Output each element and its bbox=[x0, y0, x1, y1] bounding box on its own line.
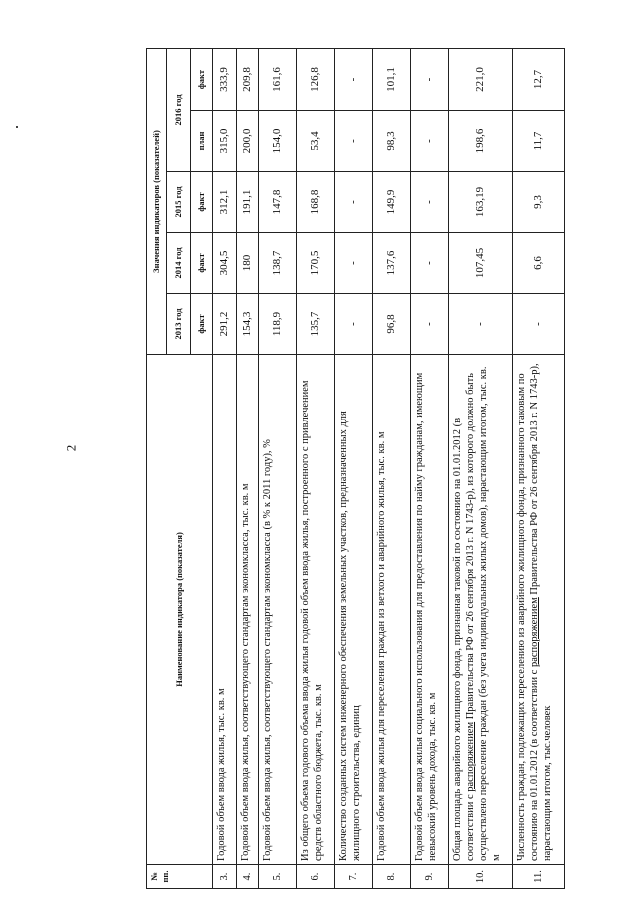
value-2016-plan: 53,4 bbox=[297, 111, 335, 172]
header-year-2016: 2016 год bbox=[167, 48, 191, 171]
value-2014: 6,6 bbox=[513, 233, 565, 294]
row-number: 8. bbox=[373, 865, 411, 889]
value-2015: 168,8 bbox=[297, 172, 335, 233]
scan-speck bbox=[16, 126, 18, 128]
value-2016-fact: 12,7 bbox=[513, 48, 565, 110]
indicators-table bbox=[146, 48, 565, 889]
header-indicator-name: Наименование индикатора (показателя) bbox=[147, 355, 213, 865]
value-2013: - bbox=[513, 294, 565, 355]
header-year-2015: 2015 год bbox=[167, 172, 191, 233]
value-2016-fact: 126,8 bbox=[297, 48, 335, 110]
row-indicator: Количество созданных систем инженерного обеспечения земельных участков, предназначенных для жилищного строительства, единиц bbox=[335, 355, 373, 865]
row-number: 10. bbox=[449, 865, 513, 889]
table-row bbox=[449, 48, 513, 888]
value-2013: 291,2 bbox=[213, 294, 237, 355]
header-fact-2014: факт bbox=[191, 233, 213, 294]
value-2016-plan: 200,0 bbox=[237, 111, 259, 172]
header-fact-2013: факт bbox=[191, 294, 213, 355]
rotated-table-wrapper bbox=[146, 49, 554, 889]
table-row bbox=[335, 48, 373, 888]
value-2013: 96,8 bbox=[373, 294, 411, 355]
row-number: 3. bbox=[213, 865, 237, 889]
table-row bbox=[237, 48, 259, 888]
header-fact-2016: факт bbox=[191, 48, 213, 110]
value-2016-fact: - bbox=[335, 48, 373, 110]
table-row bbox=[513, 48, 565, 888]
value-2015: 147,8 bbox=[259, 172, 297, 233]
value-2016-plan: 198,6 bbox=[449, 111, 513, 172]
row-number: 11. bbox=[513, 865, 565, 889]
table-row bbox=[297, 48, 335, 888]
row-indicator: Годовой объем ввода жилья, соответствующего стандартам экономкласса, тыс. кв. м bbox=[237, 355, 259, 865]
row-indicator-text: Общая площадь аварийного жилищного фонда, признанная таковой по состоянию на 01.01.2012 (в соответствии с bbox=[452, 417, 477, 861]
value-2016-fact: - bbox=[411, 48, 449, 110]
row-indicator: Из общего объема годового объема ввода жилья годовой объем ввода жилья, построенного с привлечением средств областного бюджета, тыс. кв. м bbox=[297, 355, 335, 865]
value-2013: - bbox=[335, 294, 373, 355]
value-2015: - bbox=[411, 172, 449, 233]
value-2016-plan: 315,0 bbox=[213, 111, 237, 172]
value-2016-fact: 333,9 bbox=[213, 48, 237, 110]
table-row bbox=[411, 48, 449, 888]
table-row bbox=[213, 48, 237, 888]
value-2014: - bbox=[411, 233, 449, 294]
value-2016-fact: 101,1 bbox=[373, 48, 411, 110]
value-2014: 180 bbox=[237, 233, 259, 294]
table-row bbox=[373, 48, 411, 888]
header-number: № пп. bbox=[147, 865, 213, 889]
value-2016-fact: 221,0 bbox=[449, 48, 513, 110]
row-number: 7. bbox=[335, 865, 373, 889]
value-2015: 312,1 bbox=[213, 172, 237, 233]
value-2013: 118,9 bbox=[259, 294, 297, 355]
value-2013: - bbox=[411, 294, 449, 355]
header-plan-2016: план bbox=[191, 111, 213, 172]
row-number: 5. bbox=[259, 865, 297, 889]
row-indicator bbox=[449, 355, 513, 865]
header-year-2014: 2014 год bbox=[167, 233, 191, 294]
value-2016-plan: - bbox=[411, 111, 449, 172]
value-2015: 191,1 bbox=[237, 172, 259, 233]
decree-link-text: распоряжением bbox=[529, 597, 541, 668]
value-2013: - bbox=[449, 294, 513, 355]
row-number: 6. bbox=[297, 865, 335, 889]
value-2014: 170,5 bbox=[297, 233, 335, 294]
row-indicator-text: Численность граждан, подлежащих переселению из аварийного жилищного фонда, признанного таковым по состоянию на 01.01.2012 (в соответствии с bbox=[516, 373, 541, 861]
decree-link-text: распоряжением bbox=[465, 721, 477, 792]
value-2014: 137,6 bbox=[373, 233, 411, 294]
header-indicator-values: Значения индикаторов (показателей) bbox=[147, 48, 167, 354]
row-indicator-text: Правительства РФ от 26 сентября 2013 г. N 1743-р), из которого должно быть осуществлено переселение граждан (без учета индивидуальных жилых домов), нарастающим итогом, тыс. кв. м bbox=[465, 366, 503, 861]
row-indicator: Годовой объем ввода жилья, соответствующего стандартам экономкласса (в % к 2011 году), % bbox=[259, 355, 297, 865]
value-2014: 138,7 bbox=[259, 233, 297, 294]
value-2016-fact: 209,8 bbox=[237, 48, 259, 110]
value-2016-plan: 11,7 bbox=[513, 111, 565, 172]
value-2016-plan: 98,3 bbox=[373, 111, 411, 172]
value-2014: 107,45 bbox=[449, 233, 513, 294]
row-indicator bbox=[513, 355, 565, 865]
value-2015: 9,3 bbox=[513, 172, 565, 233]
value-2014: 304,5 bbox=[213, 233, 237, 294]
row-indicator: Годовой объем ввода жилья социального использования для предоставления по найму гражданам, имеющим невысокий уровень дохода, тыс. кв. м bbox=[411, 355, 449, 865]
value-2013: 154,3 bbox=[237, 294, 259, 355]
row-number: 9. bbox=[411, 865, 449, 889]
page-number: 2 bbox=[63, 444, 79, 452]
value-2016-plan: - bbox=[335, 111, 373, 172]
row-number: 4. bbox=[237, 865, 259, 889]
row-indicator: Годовой объем ввода жилья для переселения граждан из ветхого и аварийного жилья, тыс. кв. м bbox=[373, 355, 411, 865]
value-2016-plan: 154,0 bbox=[259, 111, 297, 172]
row-indicator-text: Правительства РФ от 26 сентября 2013 г. N 1743-р), нарастающим итогом, тыс.человек bbox=[529, 363, 554, 861]
value-2014: - bbox=[335, 233, 373, 294]
row-indicator: Годовой объем ввода жилья, тыс. кв. м bbox=[213, 355, 237, 865]
header-fact-2015: факт bbox=[191, 172, 213, 233]
value-2016-fact: 161,6 bbox=[259, 48, 297, 110]
value-2015: 149,9 bbox=[373, 172, 411, 233]
value-2015: 163,19 bbox=[449, 172, 513, 233]
table-row bbox=[259, 48, 297, 888]
value-2013: 135,7 bbox=[297, 294, 335, 355]
header-year-2013: 2013 год bbox=[167, 294, 191, 355]
value-2015: - bbox=[335, 172, 373, 233]
